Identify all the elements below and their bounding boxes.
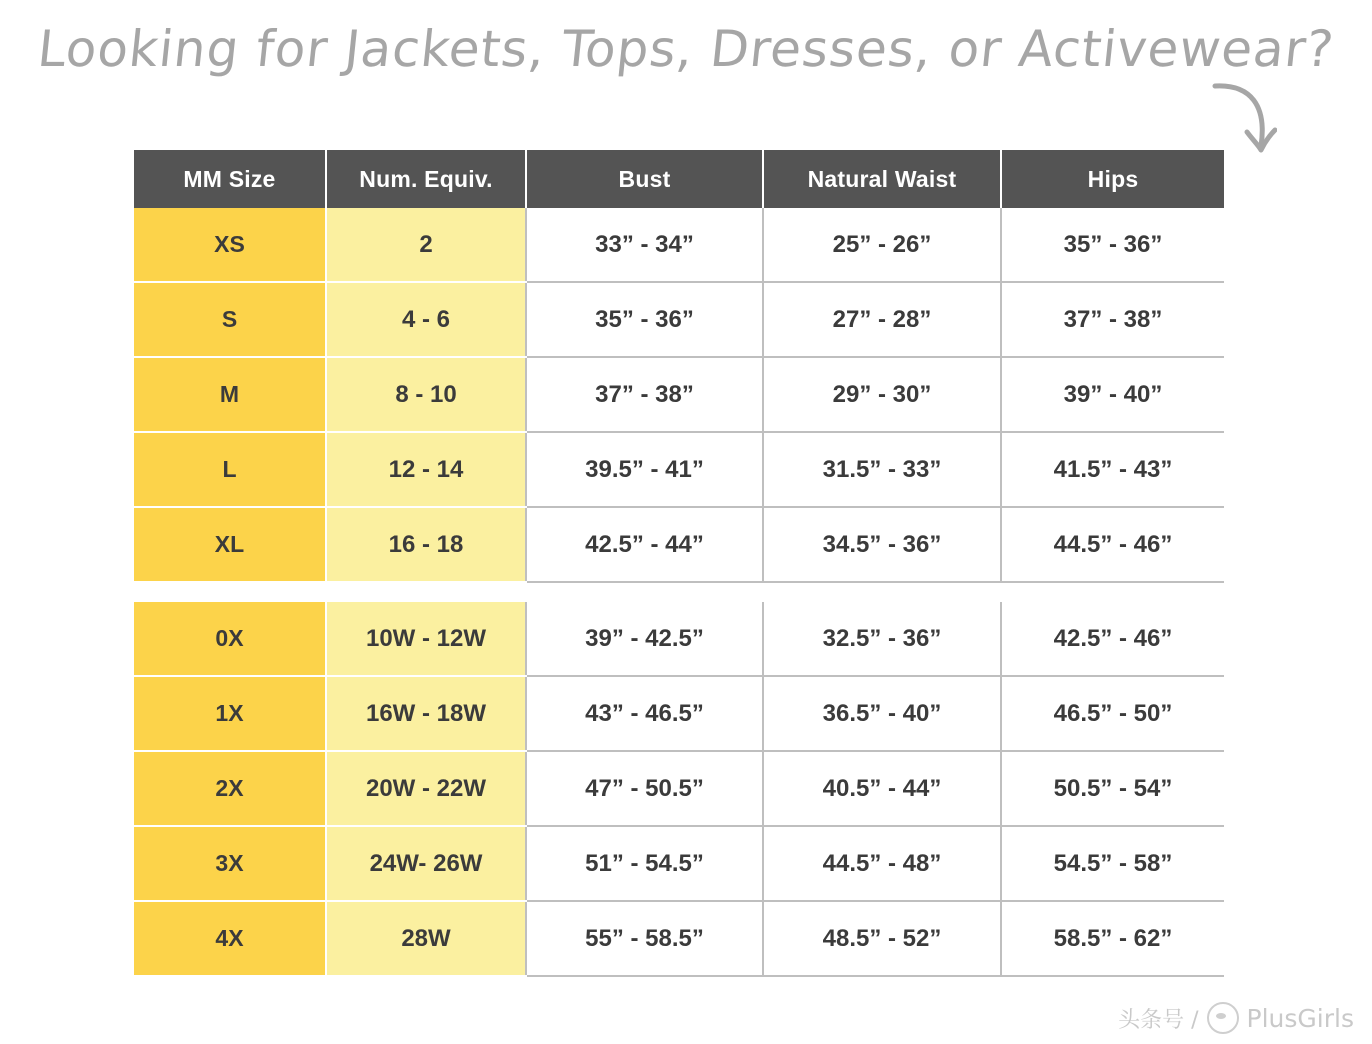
cell-num-equiv: 2 <box>326 208 526 282</box>
watermark <box>1118 1002 1354 1034</box>
cell-bust: 42.5” - 44” <box>526 507 763 582</box>
table-row <box>134 901 1224 976</box>
cell-size: 2X <box>134 751 326 826</box>
cell-hips: 44.5” - 46” <box>1001 507 1224 582</box>
cell-hips: 58.5” - 62” <box>1001 901 1224 976</box>
cell-num-equiv: 4 - 6 <box>326 282 526 357</box>
cell-hips: 41.5” - 43” <box>1001 432 1224 507</box>
cell-bust: 39” - 42.5” <box>526 602 763 676</box>
cell-size: 0X <box>134 602 326 676</box>
cell-bust: 47” - 50.5” <box>526 751 763 826</box>
cell-natural-waist: 44.5” - 48” <box>763 826 1001 901</box>
cell-natural-waist: 48.5” - 52” <box>763 901 1001 976</box>
cell-bust: 33” - 34” <box>526 208 763 282</box>
cell-size: XL <box>134 507 326 582</box>
cell-num-equiv: 20W - 22W <box>326 751 526 826</box>
cell-hips: 54.5” - 58” <box>1001 826 1224 901</box>
cell-size: XS <box>134 208 326 282</box>
size-chart-standard <box>134 150 1224 583</box>
cell-num-equiv: 10W - 12W <box>326 602 526 676</box>
table-row <box>134 357 1224 432</box>
cell-hips: 50.5” - 54” <box>1001 751 1224 826</box>
cell-bust: 43” - 46.5” <box>526 676 763 751</box>
cell-natural-waist: 40.5” - 44” <box>763 751 1001 826</box>
column-header-natural-waist: Natural Waist <box>763 150 1001 208</box>
cell-natural-waist: 25” - 26” <box>763 208 1001 282</box>
cell-bust: 51” - 54.5” <box>526 826 763 901</box>
cell-hips: 42.5” - 46” <box>1001 602 1224 676</box>
cell-num-equiv: 16 - 18 <box>326 507 526 582</box>
cell-hips: 39” - 40” <box>1001 357 1224 432</box>
cell-hips: 37” - 38” <box>1001 282 1224 357</box>
cell-size: 1X <box>134 676 326 751</box>
cell-size: L <box>134 432 326 507</box>
cell-hips: 35” - 36” <box>1001 208 1224 282</box>
table-row <box>134 282 1224 357</box>
cell-natural-waist: 27” - 28” <box>763 282 1001 357</box>
cell-bust: 39.5” - 41” <box>526 432 763 507</box>
cell-num-equiv: 16W - 18W <box>326 676 526 751</box>
cell-size: S <box>134 282 326 357</box>
cell-num-equiv: 8 - 10 <box>326 357 526 432</box>
table-row <box>134 676 1224 751</box>
column-header-num-equiv: Num. Equiv. <box>326 150 526 208</box>
table-row <box>134 507 1224 582</box>
cell-bust: 35” - 36” <box>526 282 763 357</box>
column-header-hips: Hips <box>1001 150 1224 208</box>
cell-num-equiv: 28W <box>326 901 526 976</box>
cell-natural-waist: 32.5” - 36” <box>763 602 1001 676</box>
circle-logo-icon <box>1207 1002 1239 1034</box>
cell-bust: 37” - 38” <box>526 357 763 432</box>
cell-num-equiv: 12 - 14 <box>326 432 526 507</box>
cell-size: M <box>134 357 326 432</box>
cell-natural-waist: 31.5” - 33” <box>763 432 1001 507</box>
cell-num-equiv: 24W- 26W <box>326 826 526 901</box>
cell-size: 4X <box>134 901 326 976</box>
column-header-bust: Bust <box>526 150 763 208</box>
cell-natural-waist: 29” - 30” <box>763 357 1001 432</box>
table-row <box>134 826 1224 901</box>
table-row <box>134 432 1224 507</box>
cell-natural-waist: 36.5” - 40” <box>763 676 1001 751</box>
watermark-cn-text: 头条号 / <box>1118 1007 1199 1033</box>
column-header-mm-size: MM Size <box>134 150 326 208</box>
page-title: Looking for Jackets, Tops, Dresses, or Activewear? <box>35 20 1338 78</box>
table-row <box>134 602 1224 676</box>
size-chart-plus <box>134 602 1224 977</box>
table-row <box>134 208 1224 282</box>
cell-size: 3X <box>134 826 326 901</box>
cell-hips: 46.5” - 50” <box>1001 676 1224 751</box>
table-row <box>134 751 1224 826</box>
cell-bust: 55” - 58.5” <box>526 901 763 976</box>
cell-natural-waist: 34.5” - 36” <box>763 507 1001 582</box>
table-header-row <box>134 150 1224 208</box>
page-heading-container <box>0 22 1372 77</box>
watermark-brand: PlusGirls <box>1246 1003 1354 1033</box>
curved-arrow-down-icon <box>1207 80 1277 160</box>
